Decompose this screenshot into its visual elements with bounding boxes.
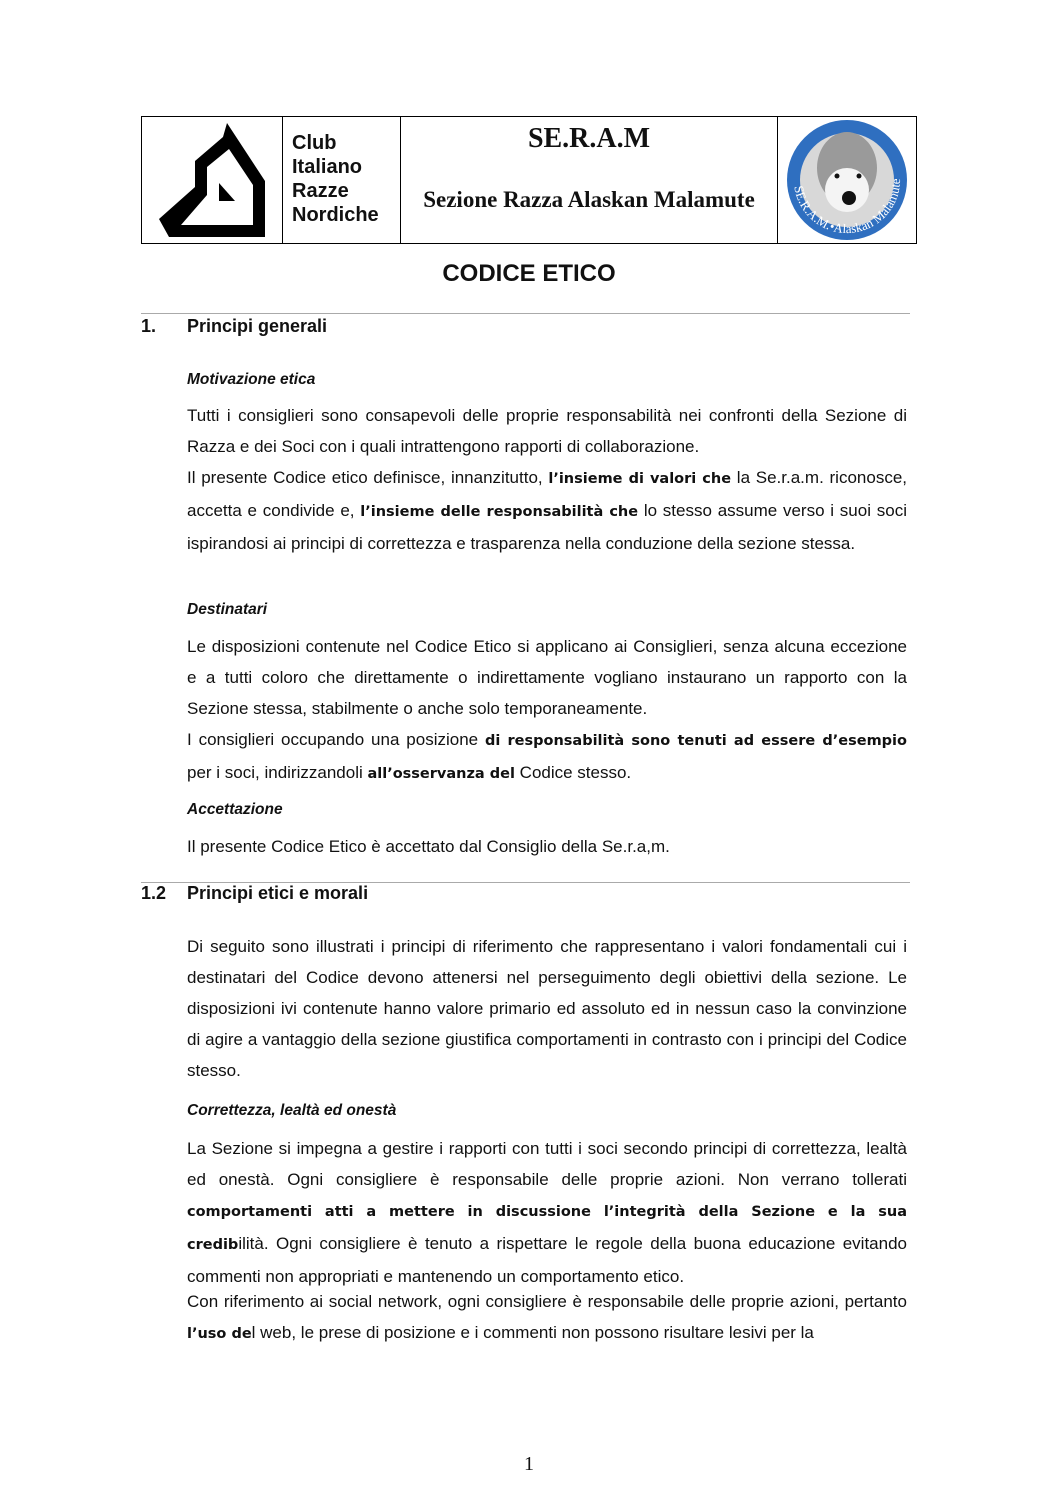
- document-title: CODICE ETICO: [442, 260, 616, 287]
- bold-text: all’osservanza del: [367, 766, 515, 782]
- club-logo-icon: [157, 121, 267, 239]
- club-name-line: Italiano: [292, 156, 363, 178]
- paragraph: [187, 400, 907, 462]
- text-run: lo stesso assume verso i suoi soci ispirandosi ai principi di correttezza e trasparenza nella conduzione della sezione stessa.: [187, 501, 907, 553]
- paragraph: [187, 631, 907, 724]
- club-name-line: Nordiche: [292, 204, 379, 226]
- club-name-line: Club: [292, 132, 337, 154]
- paragraph: [187, 462, 907, 559]
- page-number: 1: [524, 1453, 534, 1475]
- org-subtitle: Sezione Razza Alaskan Malamute: [423, 187, 755, 212]
- bold-text: l’insieme delle responsabilità che: [360, 504, 639, 520]
- text-run: Di seguito sono illustrati i principi di riferimento che rappresentano i valori fondamentali cui i destinatari del Codice devono attenersi nel perseguimento degli obiettivi della sezione. Le disposizioni ivi contenute hanno valore primario ed assoluto ed in nessun caso la convinzione di agire a vantaggio della sezione giustifica comportamenti in contrasto con i principi del Codice stesso.: [187, 937, 907, 1080]
- text-run: la Se.r.a.m. riconosce, accetta e condivide e,: [187, 468, 908, 520]
- section-number: 1.: [141, 316, 157, 336]
- club-name: [283, 117, 401, 243]
- bold-text: comportamenti atti a mettere in discussione l’integrità della Sezione e la sua credib: [187, 1204, 907, 1253]
- org-cell: [401, 117, 778, 243]
- text-run: Tutti i consiglieri sono consapevoli delle proprie responsabilità nei confronti della Sezione di Razza e dei Soci con i quali intrattengono rapporti di collaborazione.: [187, 406, 907, 456]
- paragraph: [187, 1133, 907, 1292]
- header-table: [141, 116, 917, 244]
- seram-badge-icon: [785, 118, 909, 242]
- svg-text:SE.R.A.M.•Alaskan Malamute: SE.R.A.M.•Alaskan Malamute: [791, 178, 904, 237]
- paragraph: [187, 831, 907, 862]
- text-run: La Sezione si impegna a gestire i rapporti con tutti i soci secondo principi di correttezza, lealtà ed onestà. Ogni consigliere è responsabile delle proprie azioni. Non verrano tollerati: [187, 1139, 907, 1189]
- text-run: Con riferimento ai social network, ogni consigliere è responsabile delle proprie azioni, pertanto: [187, 1292, 907, 1311]
- text-run: per i soci, indirizzandoli: [187, 763, 368, 782]
- seram-badge-cell: [778, 117, 916, 243]
- paragraph: [187, 1286, 907, 1350]
- text-run: Codice stesso.: [514, 763, 632, 782]
- club-logo-cell: [142, 117, 283, 243]
- section-number: 1.2: [141, 883, 167, 903]
- subheading: Destinatari: [187, 601, 268, 618]
- bold-text: l’insieme di valori che: [548, 471, 732, 487]
- section-divider: [141, 313, 910, 314]
- subheading: Motivazione etica: [187, 371, 316, 388]
- text-run: I consiglieri occupando una posizione: [187, 730, 485, 749]
- section-label: Principi etici e morali: [187, 883, 369, 903]
- club-name-line: Razze: [292, 180, 349, 202]
- text-run: ilità. Ogni consigliere è tenuto a rispettare le regole della buona educazione evitando commenti non appropriati e mantenendo un comportamento etico.: [187, 1234, 907, 1286]
- paragraph: [187, 724, 907, 790]
- bold-text: l’uso de: [187, 1326, 252, 1342]
- text-run: Il presente Codice etico definisce, innanzitutto,: [187, 468, 549, 487]
- text-run: Il presente Codice Etico è accettato dal Consiglio della Se.r.a,m.: [187, 837, 670, 856]
- bold-text: di responsabilità sono tenuti ad essere d’esempio: [484, 733, 907, 749]
- paragraph: [187, 931, 907, 1086]
- text-run: Le disposizioni contenute nel Codice Etico si applicano ai Consiglieri, senza alcuna eccezione e a tutti coloro che direttamente o indirettamente vogliano instaurano un rapporto con la Sezione stessa, stabilmente o anche solo temporaneamente.: [187, 637, 907, 718]
- section-label: Principi generali: [187, 316, 328, 336]
- subheading: Correttezza, lealtà ed onestà: [187, 1102, 397, 1119]
- subheading: Accettazione: [187, 801, 283, 818]
- org-title: SE.R.A.M: [527, 123, 651, 154]
- text-run: l web, le prese di posizione e i commenti non possono risultare lesivi per la: [251, 1323, 814, 1342]
